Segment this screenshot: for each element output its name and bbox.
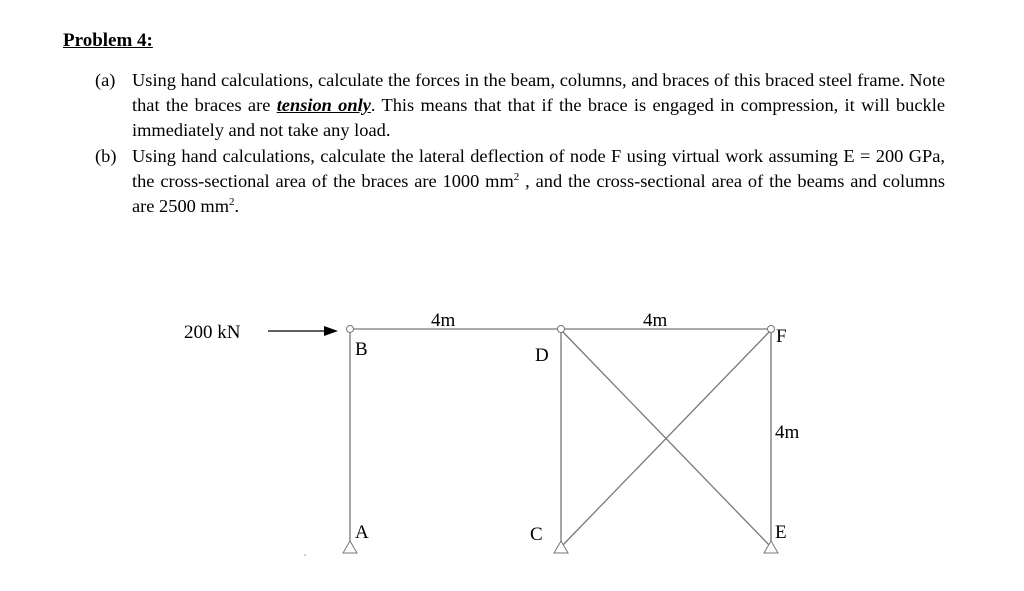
node-label-d: D	[535, 345, 549, 366]
part-a-text-before: Using hand calculations, calculate the forces in the beam, columns, and braces of this braced steel frame. Note that the braces are	[132, 70, 945, 116]
node-label-e: E	[775, 522, 787, 543]
problem-title: Problem 4:	[63, 30, 153, 51]
part-b-text-2: , and the cross-sectional area of the beams and columns are 2500 mm	[132, 170, 945, 217]
superscript-members-area: 2	[229, 195, 235, 208]
dimension-height: 4m	[775, 422, 800, 443]
node-label-c: C	[530, 524, 543, 545]
part-a-text-after: . This means that that if the brace is engaged in compression, it will buckle immediately and not take any load.	[132, 95, 945, 141]
load-arrow-head	[324, 326, 338, 336]
superscript-braces-area: 2	[513, 170, 520, 183]
part-a-letter: (a)	[95, 70, 116, 90]
dimension-span-1: 4m	[431, 310, 456, 331]
dimension-span-2: 4m	[643, 310, 668, 331]
load-label: 200 kN	[184, 322, 241, 343]
pin-joint-f	[768, 326, 775, 333]
node-label-b: B	[355, 339, 368, 360]
part-a-emphasis: tension only	[276, 95, 371, 116]
stray-dot	[304, 554, 306, 556]
node-label-a: A	[355, 522, 369, 543]
node-label-f: F	[776, 326, 787, 347]
pin-joint-b	[347, 326, 354, 333]
part-b-text-1: Using hand calculations, calculate the lateral deflection of node F using virtual work assuming E = 200 GPa, the cross-sectional area of the braces are 1000 mm	[132, 145, 945, 191]
pin-joint-d	[558, 326, 565, 333]
part-b-letter: (b)	[95, 145, 117, 166]
part-b-text-3: .	[234, 196, 240, 217]
